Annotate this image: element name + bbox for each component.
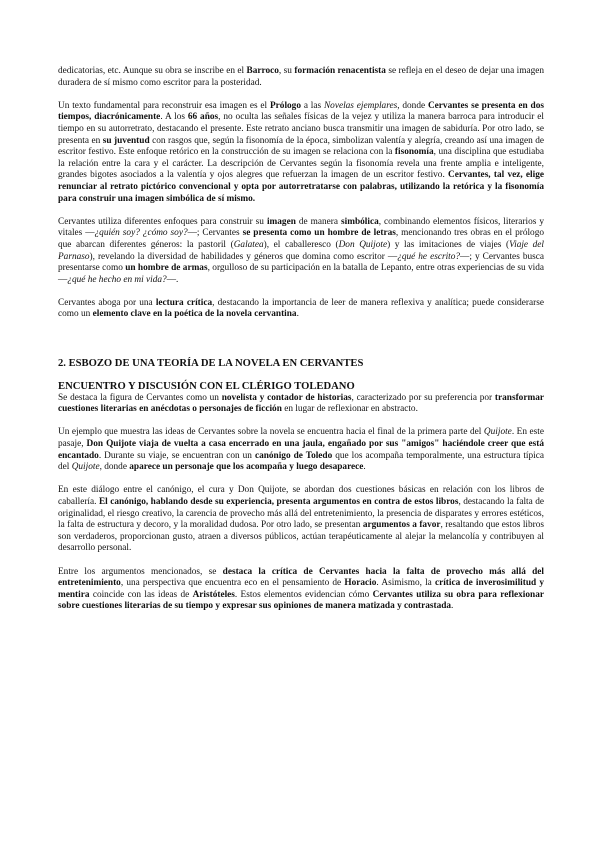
text-run: Un texto fundamental para reconstruir esa imagen es el xyxy=(58,100,270,111)
text-run: . A los xyxy=(160,112,188,123)
text-run: ) y las imitaciones de viajes ( xyxy=(387,239,510,250)
paragraph-3 xyxy=(58,217,544,287)
text-run: . xyxy=(296,309,299,320)
text-run: , destacando la falta de originalidad, el riesgo creativo, la carencia de provecho más allá del entretenimiento, la presencia de disparates y errores estéticos, la falta de estructura y decoro, y la moralidad dudosa. Por otro lado, se presentan xyxy=(58,497,545,531)
text-run: . Estos elementos evidencian cómo xyxy=(234,589,373,600)
text-run: , mencionando tres obras en el prólogo que abarcan diferentes géneros: la pastoril ( xyxy=(58,228,544,250)
italic-text-run: Quijote xyxy=(483,427,512,438)
text-run: Un ejemplo que muestra las ideas de Cervantes sobre la novela se encuentra hacia el final de la primera parte del xyxy=(58,427,484,438)
bold-text-run: El canónigo, hablando desde su experiencia, presenta argumentos en contra de estos libros xyxy=(98,497,459,507)
text-run: —; y Cervantes busca presentarse como xyxy=(58,251,545,274)
text-run: , una disciplina que estudiaba la relación entre la cara y el carácter. La descripción de Cervantes según la fisonomía revela una frente amplia e inteligente, grandes bigotes asociados a la valentía y ojos alegres que refuerzan la imagen de un escritor festivo. xyxy=(58,147,544,181)
bold-text-run: novelista y contador de historias xyxy=(221,392,352,403)
text-run: . Durante su viaje, se encuentran con un xyxy=(98,450,255,461)
text-run: En este diálogo entre el canónigo, el cura y Don Quijote, se abordan dos cuestiones básicas en relación con los libros de caballería. xyxy=(58,485,544,507)
text-run: que los acompaña temporalmente, una estructura típica del xyxy=(58,450,544,473)
subheading: ENCUENTRO Y DISCUSIÓN CON EL CLÉRIGO TOLEDANO xyxy=(58,380,355,392)
italic-text-run: Novelas ejemplares xyxy=(323,100,398,111)
text-run: , destacando la importancia de leer de manera reflexiva y analítica; puede considerarse como un xyxy=(58,297,544,320)
italic-text-run: Galatea xyxy=(233,239,264,250)
text-run: , donde xyxy=(99,462,130,473)
text-run: , resaltando que estos libros son verdaderos, proporcionan gusto, atraen a diversos públicos, actúan terapéuticamente al alejar la melancolía y contribuyen al desarrollo personal. xyxy=(58,520,544,554)
bold-text-run: crítica de inverosimilitud y mentira xyxy=(58,578,544,600)
text-run: coincide con las ideas de xyxy=(89,589,193,600)
text-run: a las xyxy=(300,100,324,111)
text-run: ), el caballeresco ( xyxy=(263,239,339,250)
bold-text-run: Horacio xyxy=(344,578,377,589)
text-run: Cervantes utiliza diferentes enfoques para construir su xyxy=(58,216,267,227)
text-run: , no oculta las señales físicas de la vejez y utiliza la manera barroca para introducir el tiempo en su autorretrato, destacando el presente. Este retrato anciano busca transmitir una imagen de sabiduría. Por otro lado, se presenta en xyxy=(58,112,544,146)
italic-text-run: ¿qué he hecho en mi vida? xyxy=(67,274,167,285)
italic-text-run: Viaje del Parnaso xyxy=(58,239,545,262)
section-heading: 2. ESBOZO DE UNA TEORÍA DE LA NOVELA EN CERVANTES xyxy=(58,357,364,369)
text-run: se refleja en el deseo de dejar una imagen duradera de sí mismo como escritor para la posteridad. xyxy=(58,66,544,88)
text-run: —; Cervantes xyxy=(187,228,243,239)
text-run: en lugar de reflexionar en abstracto. xyxy=(281,404,418,415)
text-run: . Asimismo, la xyxy=(376,578,435,589)
bold-text-run: simbólica xyxy=(341,216,379,227)
bold-text-run: transformar cuestiones literarias en anécdotas o personajes de ficción xyxy=(58,392,544,415)
text-run: , combinando elementos físicos, literarios y vitales — xyxy=(58,216,545,239)
paragraph-5 xyxy=(58,393,544,416)
document-page xyxy=(58,66,544,613)
paragraph-2 xyxy=(58,101,544,205)
text-run: , una perspectiva que encuentra eco en el pensamiento de xyxy=(120,578,345,589)
bold-text-run: Prólogo xyxy=(269,100,301,111)
paragraph-7 xyxy=(58,485,544,555)
italic-text-run: Don Quijote xyxy=(338,239,388,250)
text-run: , caracterizado por su preferencia por xyxy=(351,392,495,403)
text-run: , su xyxy=(278,66,295,76)
italic-text-run: ¿qué he escrito? xyxy=(397,251,461,262)
text-run: Cervantes aboga por una xyxy=(58,297,156,308)
bold-text-run: Cervantes se presenta en dos tiempos, diacrónicamente xyxy=(58,100,544,123)
bold-text-run: se presenta como un hombre de letras xyxy=(242,228,396,239)
bold-text-run: Cervantes, tal vez, elige renunciar al retrato pictórico convencional y opta por autorretratarse con palabras, utilizando la retórica y la fisonomía para construir una imagen simbólica de sí mismo. xyxy=(58,170,544,204)
text-run: dedicatorias, etc. Aunque su obra se inscribe en el xyxy=(58,66,247,76)
bold-text-run: imagen xyxy=(266,216,296,227)
text-run: Se destaca la figura de Cervantes como un xyxy=(58,392,222,403)
bold-text-run: su juventud xyxy=(102,135,150,146)
bold-text-run: argumentos a favor xyxy=(362,520,441,531)
bold-text-run: Aristóteles xyxy=(192,589,235,600)
bold-text-run: 66 años xyxy=(187,112,219,123)
italic-text-run: Quijote xyxy=(71,462,100,473)
text-run: , donde xyxy=(397,100,428,111)
text-run: ), revelando la diversidad de habilidades y géneros que domina como escritor — xyxy=(89,251,398,262)
italic-text-run: ¿quién soy? ¿cómo soy? xyxy=(94,228,188,239)
paragraph-8 xyxy=(58,567,544,613)
bold-text-run: destaca la crítica de Cervantes hacia la falta de provecho más allá del entretenimiento xyxy=(58,566,545,589)
bold-text-run: fisonomía xyxy=(394,147,434,158)
bold-text-run: Barroco xyxy=(246,66,279,76)
bold-text-run: formación renacentista xyxy=(294,66,386,76)
paragraph-1 xyxy=(58,66,544,89)
bold-text-run: elemento clave en la poética de la novela cervantina xyxy=(92,309,297,320)
text-run: Entre los argumentos mencionados, se xyxy=(58,566,223,577)
text-run: , orgulloso de su participación en la batalla de Lepanto, entre otras experiencias de su vida — xyxy=(58,263,545,285)
paragraph-6 xyxy=(58,427,544,473)
bold-text-run: lectura crítica xyxy=(155,297,213,308)
text-run: de manera xyxy=(295,216,342,227)
bold-text-run: aparece un personaje que los acompaña y luego desaparece xyxy=(129,462,364,473)
text-run: —. xyxy=(166,274,179,285)
paragraph-4 xyxy=(58,298,544,321)
text-run: . En este pasaje, xyxy=(58,427,544,450)
text-run: . xyxy=(451,601,454,612)
text-run: con rasgos que, según la fisonomía de la época, simbolizan valentía y alegría, creando así una imagen de escritor festivo. Este enfoque retórico en la construcción de su imagen se relaciona con la xyxy=(58,135,544,158)
bold-text-run: canónigo de Toledo xyxy=(254,450,333,461)
bold-text-run: un hombre de armas xyxy=(125,263,208,274)
text-run: . xyxy=(363,462,366,473)
bold-text-run: Cervantes utiliza su obra para reflexionar sobre cuestiones literarias de su tiempo y expresar sus opiniones de manera matizada y contrastada xyxy=(58,589,544,612)
bold-text-run: Don Quijote viaja de vuelta a casa encerrado en una jaula, engañado por sus "amigos" haciéndole creer que está encantado xyxy=(58,439,544,461)
